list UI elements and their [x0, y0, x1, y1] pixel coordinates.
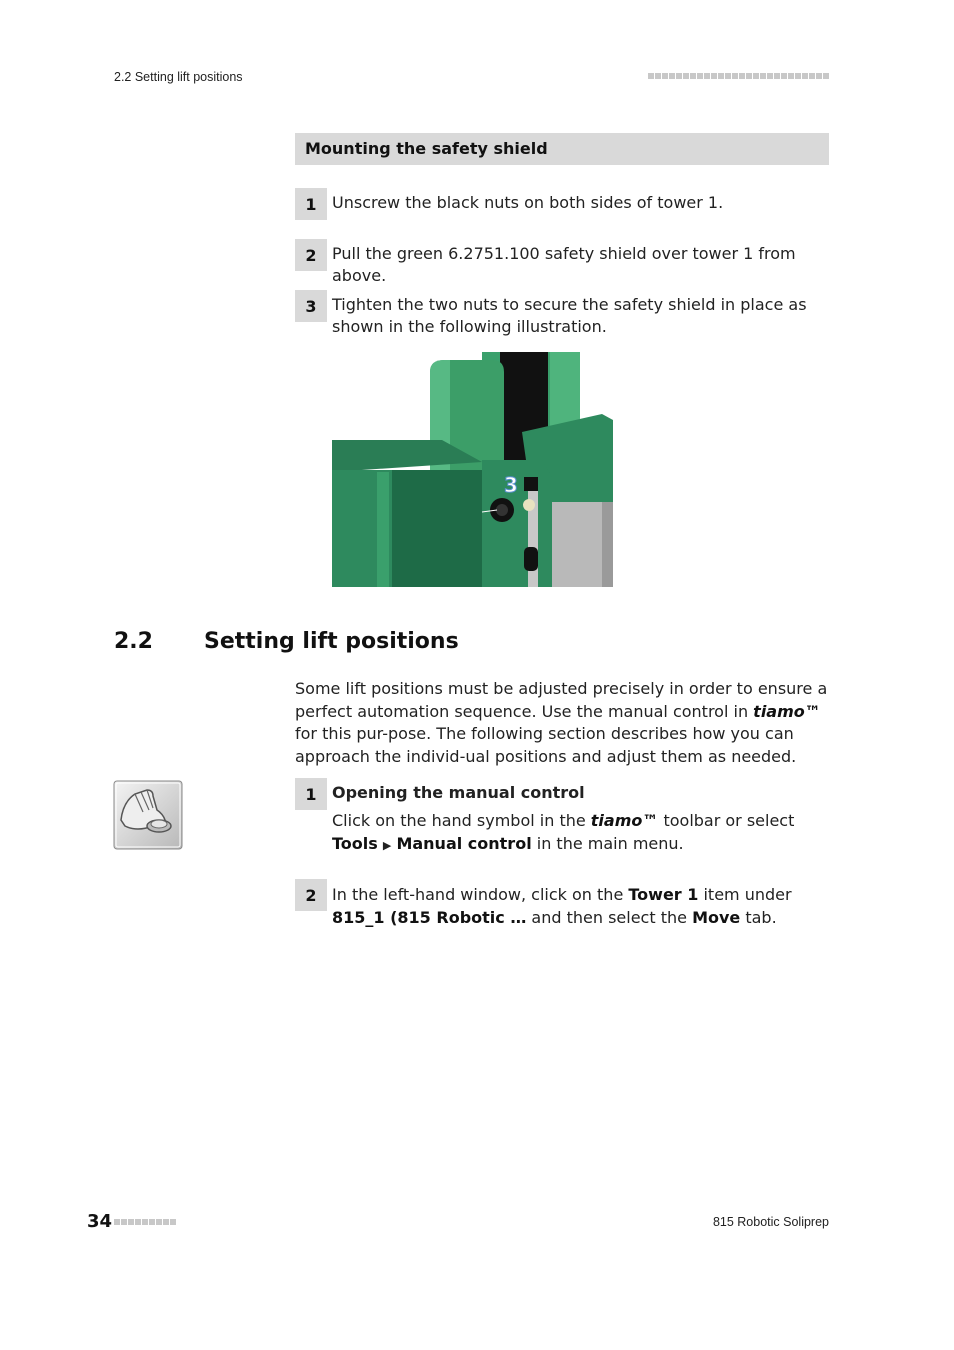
step-text: Click on the hand symbol in the [332, 811, 591, 830]
step-text: In the left-hand window, click on the [332, 885, 629, 904]
step-instructions [332, 883, 830, 929]
intro-paragraph [295, 678, 829, 768]
step-number: 1 [295, 778, 327, 810]
step-title: Opening the manual control [332, 783, 585, 802]
menu-manual-control: Manual control [396, 834, 532, 853]
intro-text: Some lift positions must be adjusted precisely in order to ensure a perfect automation sequence. Use the manual control in [295, 679, 828, 721]
safety-shield-illustration [332, 352, 613, 587]
step-number: 2 [295, 879, 327, 911]
brand-name: tiamo™ [753, 701, 821, 721]
header-decoration [648, 73, 829, 79]
step-text: and then select the [526, 908, 693, 927]
device-item: 815_1 (815 Robotic … [332, 908, 527, 927]
step-text: tab. [740, 908, 777, 927]
menu-arrow-icon: ▶ [382, 839, 392, 852]
subsection-heading: Mounting the safety shield [295, 133, 829, 165]
brand-name: tiamo™ [590, 811, 659, 830]
step-text: item under [698, 885, 792, 904]
step-number: 1 [295, 188, 327, 220]
page-number: 34 [87, 1211, 113, 1232]
footer-decoration [114, 1219, 176, 1225]
move-tab-label: Move [692, 908, 741, 927]
step-text: in the main menu. [531, 834, 684, 853]
step-number: 2 [295, 239, 327, 271]
manual-control-hand-icon [113, 780, 183, 850]
step-text: Pull the green 6.2751.100 safety shield over tower 1 from above. [332, 244, 796, 285]
tower-item: Tower 1 [628, 885, 699, 904]
intro-text: for this pur-pose. The following section describes how you can approach the individ-ual positions and adjust them as needed. [295, 724, 797, 766]
figure-callout-number: 3 [504, 473, 518, 497]
document-title: 815 Robotic Soliprep [712, 1215, 829, 1229]
step-instructions [332, 809, 830, 857]
menu-tools: Tools [332, 834, 378, 853]
step-number: 3 [295, 290, 327, 322]
section-title: Setting lift positions [204, 629, 459, 654]
running-header-title: 2.2 Setting lift positions [114, 70, 243, 84]
section-number: 2.2 [114, 629, 153, 654]
step-text: Unscrew the black nuts on both sides of tower 1. [332, 193, 724, 212]
step-text: Tighten the two nuts to secure the safety shield in place as shown in the following illustration. [332, 295, 807, 336]
step-text: toolbar or select [658, 811, 795, 830]
